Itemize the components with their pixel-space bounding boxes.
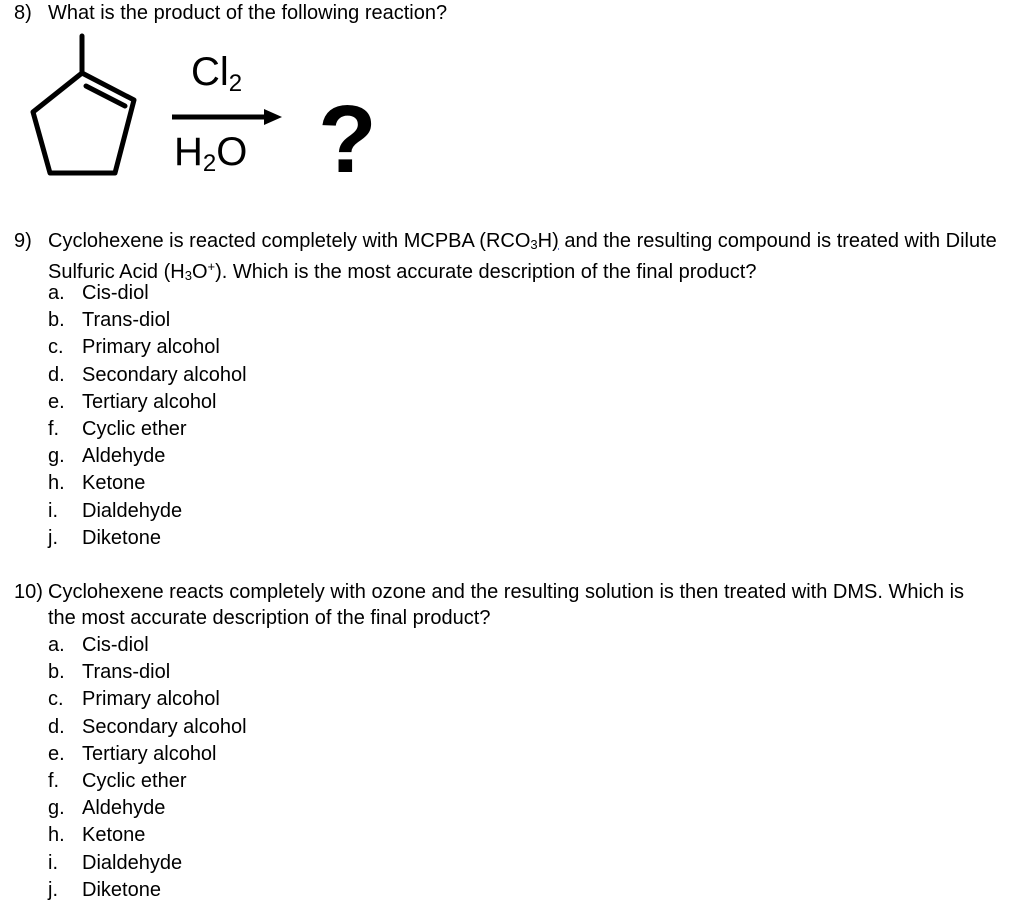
option-a: a. Cis-diol — [48, 282, 149, 304]
reagent-bottom: H2O — [174, 130, 248, 177]
option-f: f. Cyclic ether — [48, 417, 187, 440]
option-i: i. Dialdehyde — [48, 851, 183, 874]
question-10-options — [0, 632, 400, 904]
question-9-options — [0, 280, 400, 552]
question-9-number: 9) — [14, 230, 32, 252]
question-10-number: 10) — [14, 581, 43, 603]
option-c: c. Primary alcohol — [48, 688, 220, 711]
option-c: c. Primary alcohol — [48, 336, 220, 359]
option-j: j. Diketone — [48, 526, 161, 549]
option-j: j. Diketone — [48, 878, 161, 901]
option-e: e. Tertiary alcohol — [48, 742, 217, 765]
question-10-line-1: Cyclohexene reacts completely with ozone and the resulting solution is then treated with DMS. Which is — [48, 581, 965, 603]
option-a: a. Cis-diol — [48, 634, 149, 656]
reaction-arrow — [172, 109, 282, 125]
option-g: g. Aldehyde — [48, 445, 166, 468]
question-8-number: 8) — [14, 2, 32, 24]
question-10-line-2: the most accurate description of the final product? — [48, 607, 491, 629]
question-9-line-1: Cyclohexene is reacted completely with MCPBA (RCO3H) and the resulting compound is treated with Dilute — [48, 230, 997, 252]
option-h: h. Ketone — [48, 824, 146, 847]
option-h: h. Ketone — [48, 472, 146, 495]
option-d: d. Secondary alcohol — [48, 715, 247, 738]
question-8-text: What is the product of the following reaction? — [48, 2, 448, 24]
methylcyclopentene-structure — [33, 36, 134, 173]
option-b: b. Trans-diol — [48, 309, 171, 332]
option-g: g. Aldehyde — [48, 797, 166, 820]
reagent-top: Cl2 — [191, 50, 243, 97]
product-question-mark: ? — [318, 86, 377, 190]
reaction-scheme — [20, 30, 420, 190]
option-e: e. Tertiary alcohol — [48, 390, 217, 413]
question-9-line-2: Sulfuric Acid (H3O+). Which is the most accurate description of the final product? — [48, 259, 757, 283]
option-d: d. Secondary alcohol — [48, 363, 247, 386]
option-i: i. Dialdehyde — [48, 499, 183, 522]
option-b: b. Trans-diol — [48, 661, 171, 684]
option-f: f. Cyclic ether — [48, 769, 187, 792]
